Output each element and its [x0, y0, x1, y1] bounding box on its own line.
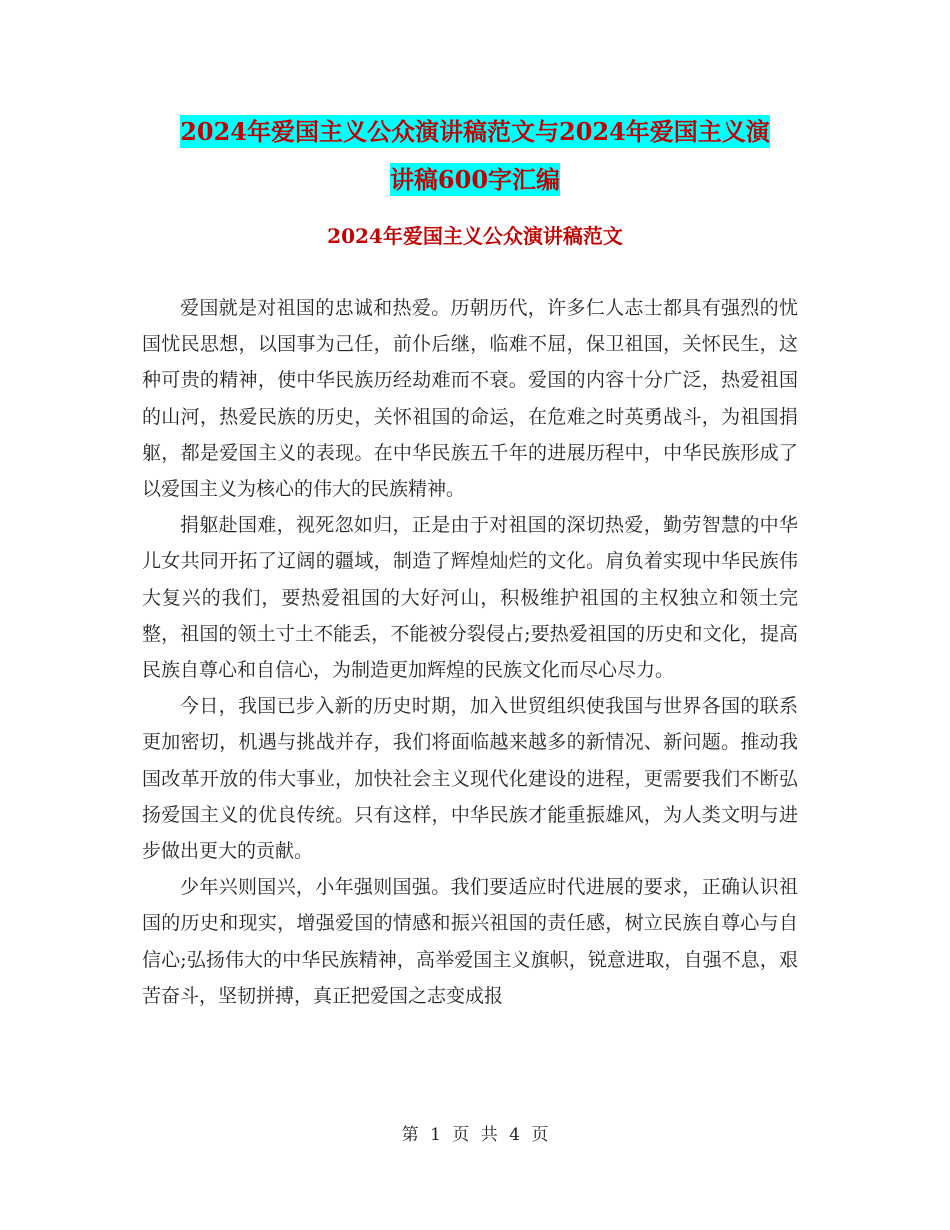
document-title	[140, 108, 810, 204]
document-title-line-2: 讲稿600字汇编	[389, 165, 561, 194]
paragraph-2: 捐躯赴国难，视死忽如归，正是由于对祖国的深切热爱，勤劳智慧的中华儿女共同开拓了辽阔的疆域，制造了辉煌灿烂的文化。肩负着实现中华民族伟大复兴的我们，要热爱祖国的大好河山，积极维护祖国的主权独立和领土完整，祖国的领土寸土不能丢，不能被分裂侵占;要热爱祖国的历史和文化，提高民族自尊心和自信心，为制造更加辉煌的民族文化而尽心尽力。	[142, 514, 798, 682]
section-title: 2024年爱国主义公众演讲稿范文	[327, 224, 623, 248]
page-footer: 第 1 页 共 4 页	[401, 1125, 549, 1145]
paragraph-1: 爱国就是对祖国的忠诚和热爱。历朝历代，许多仁人志士都具有强烈的忧国忧民思想，以国事为己任，前仆后继，临难不屈，保卫祖国，关怀民生，这种可贵的精神，使中华民族历经劫难而不衰。爱国的内容十分广泛，热爱祖国的山河，热爱民族的历史，关怀祖国的命运，在危难之时英勇战斗，为祖国捐躯，都是爱国主义的表现。在中华民族五千年的进展历程中，中华民族形成了以爱国主义为核心的伟大的民族精神。	[142, 297, 798, 501]
paragraph-4: 少年兴则国兴，小年强则国强。我们要适应时代进展的要求，正确认识祖国的历史和现实，增强爱国的情感和振兴祖国的责任感，树立民族自尊心与自信心;弘扬伟大的中华民族精神，高举爱国主义旗帜，锐意进取，自强不息，艰苦奋斗，坚韧拼搏，真正把爱国之志变成报	[142, 876, 798, 1007]
paragraph-3: 今日，我国已步入新的历史时期，加入世贸组织使我国与世界各国的联系更加密切，机遇与挑战并存，我们将面临越来越多的新情况、新问题。推动我国改革开放的伟大事业，加快社会主义现代化建设的进程，更需要我们不断弘扬爱国主义的优良传统。只有这样，中华民族才能重振雄风，为人类文明与进步做出更大的贡献。	[142, 695, 798, 863]
body-text	[142, 290, 798, 1014]
document-title-line-1: 2024年爱国主义公众演讲稿范文与2024年爱国主义演	[180, 117, 770, 146]
